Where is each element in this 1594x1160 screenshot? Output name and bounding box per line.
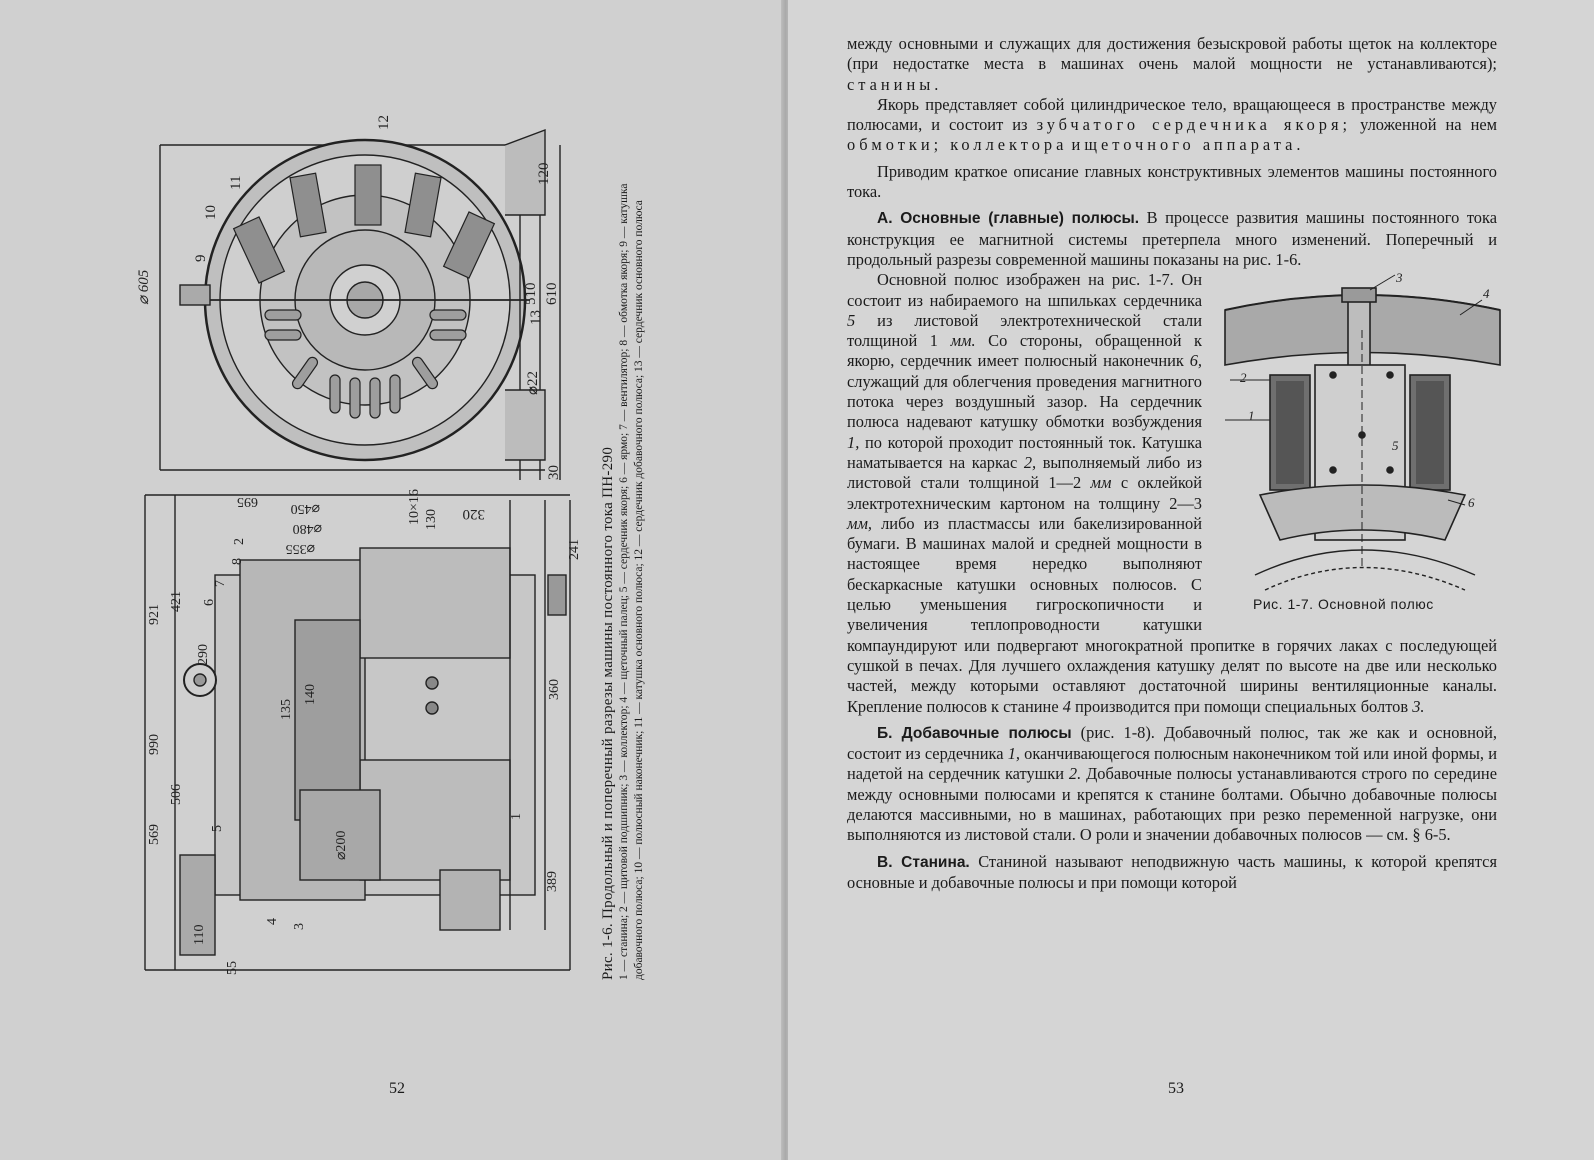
svg-text:569: 569 (147, 824, 162, 845)
svg-text:⌀450: ⌀450 (290, 501, 320, 516)
svg-text:⌀22: ⌀22 (525, 370, 541, 395)
svg-text:12: 12 (376, 115, 392, 130)
a2-f: выполняемый либо из листовой стали толщиной 1—2 (847, 452, 1202, 493)
p2-c: и (1071, 135, 1081, 155)
a2-c: Со стороны, обращенной к якорю, сердечник имеет полюсный наконечник (847, 331, 1203, 371)
a2-mm: мм. (950, 331, 976, 351)
svg-text:11: 11 (228, 175, 244, 190)
svg-text:290: 290 (196, 644, 211, 665)
a2-mm2: мм (1090, 473, 1112, 493)
figure-1-6-caption (600, 120, 647, 980)
b-n2: 2. (1068, 764, 1082, 784)
b-c: Добавочные полюсы устанавливаются строго по середине между основными полюсами и крепятся к станине болтами. Обычно добавочные полюсы делаются массивными, но в машинах, работающих при резко переменной нагрузке, они выполняются из листовой стали. О роли и значении добавочных полюсов — см. § 6-5. (847, 764, 1497, 845)
b-n1: 1, (1007, 744, 1020, 764)
p2-s1: зубчатого сердечника якоря; (1036, 115, 1352, 135)
left-page (0, 0, 783, 1160)
svg-text:13: 13 (528, 310, 544, 325)
p2-b: уложенной на нем (1360, 115, 1497, 135)
a2-n4: 4 (1062, 696, 1071, 716)
svg-text:110: 110 (192, 924, 207, 945)
svg-text:5: 5 (1392, 438, 1399, 453)
svg-text:510: 510 (523, 282, 539, 305)
svg-text:⌀480: ⌀480 (292, 521, 322, 536)
svg-text:9: 9 (193, 254, 209, 262)
a2-e: по которой проходит постоянный ток. Катушка наматывается на каркас (847, 432, 1202, 472)
svg-text:130: 130 (424, 509, 439, 530)
figure-1-6-drawing (0, 0, 783, 1160)
a2-d: служащий для облегчения проведения магнитного потока через воздушный зазор. На сердечник полюса надевают катушку обмотки возбуждения (847, 371, 1202, 432)
svg-text:2: 2 (232, 538, 247, 545)
figure-1-7-caption: Рис. 1-7. Основной полюс (1253, 596, 1434, 612)
a2-a: Основной полюс изображен на рис. 1-7. Он состоит из набираемого на шпильках сердечника (847, 270, 1202, 310)
section-a-intro (847, 208, 1497, 270)
paragraph-3: Приводим краткое описание главных конструктивных элементов машины постоянного тока. (847, 161, 1497, 202)
svg-text:695: 695 (237, 494, 258, 509)
svg-text:10×16: 10×16 (407, 489, 422, 525)
p2-s3: щеточного аппарата. (1084, 135, 1305, 155)
page-number-left: 52 (389, 1080, 405, 1097)
svg-text:921: 921 (147, 604, 162, 625)
svg-text:990: 990 (147, 734, 162, 755)
svg-text:7: 7 (213, 580, 228, 587)
svg-text:135: 135 (279, 699, 294, 720)
svg-text:389: 389 (545, 871, 560, 892)
b-a: (рис. 1-8). Добавочный полюс, так же как и основной, состоит из сердечника (847, 722, 1497, 764)
svg-text:610: 610 (544, 282, 560, 305)
svg-text:30: 30 (546, 465, 562, 480)
paragraph-1 (847, 34, 1497, 95)
svg-text:360: 360 (547, 679, 562, 700)
a2-i: производится при помощи специальных болтов (1075, 696, 1409, 716)
paragraph-2 (847, 95, 1497, 156)
svg-text:4: 4 (265, 918, 280, 925)
section-b-title: Б. Добавочные полюсы (877, 724, 1072, 742)
p2-a: Якорь представляет собой цилиндрическое тело, вращающееся в пространстве между полюсами, и состоит из (847, 94, 1497, 135)
c-a: Станиной называют неподвижную часть машины, к которой крепятся основные и добавочные полюсы и при помощи которой (847, 851, 1497, 892)
svg-text:1: 1 (1248, 408, 1255, 423)
longitudinal-section-view (145, 495, 570, 970)
svg-text:241: 241 (567, 539, 582, 560)
svg-text:320: 320 (462, 506, 485, 522)
svg-text:55: 55 (225, 961, 240, 975)
cross-section-view (160, 130, 560, 480)
a2-n2: 2, (1023, 452, 1037, 472)
a2-g: с оклейкой электротехническим картоном на толщину 2—3 (847, 473, 1202, 513)
svg-text:1: 1 (509, 813, 524, 820)
a2-mm3: мм, (847, 513, 873, 533)
section-a-p1: В процессе развития машины постоянного тока конструкция ее магнитной системы претерпела много изменений. Поперечный и продольный разрезы современной машины показаны на рис. 1-6. (847, 208, 1497, 269)
svg-text:3: 3 (1396, 270, 1403, 285)
svg-text:⌀ 605: ⌀ 605 (136, 269, 152, 305)
svg-text:5: 5 (210, 825, 225, 832)
svg-text:421: 421 (169, 591, 184, 612)
svg-text:2: 2 (1240, 370, 1247, 385)
a2-n5: 5 (847, 310, 856, 330)
figure-1-7-drawing (1220, 270, 1505, 620)
svg-text:140: 140 (303, 684, 318, 705)
page-number-right: 53 (1168, 1080, 1184, 1097)
svg-text:⌀355: ⌀355 (285, 541, 315, 556)
svg-text:506: 506 (169, 784, 184, 805)
a2-b: из листовой электротехнической стали толщиной 1 (847, 310, 1202, 351)
p2-s2: обмотки; коллектора (847, 135, 1068, 155)
svg-text:4: 4 (1483, 286, 1490, 301)
svg-text:10: 10 (203, 205, 219, 220)
figure-1-6-caption-title: Рис. 1-6. Продольный и поперечный разрезы машины постоянного тока ПН-290 (600, 446, 616, 980)
a2-h: либо из пластмассы или бакелизированной бумаги. В машинах малой и средней мощности в настоящее время нередко выполняют бескаркасные катушки основных полюсов. С целью уменьшения гигроскопичности и увеличения теплопроводности катушки компаундируют или подвергают многократной пропитке в горячих лаках с последующей сушкой в печах. Для лучшего охлаждения катушку делят по высоте на две или несколько частей, между которыми оставляют достаточной ширины вентиляционные каналы. Крепление полюсов к станине (847, 513, 1497, 716)
section-c-title: В. Станина. (877, 853, 970, 871)
svg-text:8: 8 (230, 558, 245, 565)
b-b: оканчивающегося полюсным наконечником той или иной формы, и надетой на сердечник катушки (847, 744, 1497, 784)
paragraph-1-text: между основными и служащих для достижения безыскровой работы щеток на коллекторе (при недостатке места в машинах очень малой мощности не устанавливаются); (847, 34, 1497, 74)
section-a-title: А. Основные (главные) полюсы. (877, 210, 1140, 228)
paragraph-1-spaced: станины. (847, 74, 943, 94)
section-b (847, 723, 1497, 846)
svg-text:120: 120 (536, 162, 552, 185)
svg-text:3: 3 (292, 923, 307, 930)
svg-text:⌀200: ⌀200 (334, 830, 349, 860)
figure-1-6-caption-legend: 1 — станина; 2 — щитовой подшипник; 3 — коллектор; 4 — щеточный палец; 5 — сердечник якоря; 6 — ярмо; 7 — вентилятор; 8 — обмотка якоря; 9 — катушка добавочного полюса; 10 — полюсный наконечник; 11 — катушка основного полюса; 12 — сердечник добавочного полюса; 13 — сердечник основного полюса (618, 183, 645, 980)
section-c (847, 852, 1497, 894)
svg-text:6: 6 (202, 599, 217, 606)
a2-n3: 3. (1412, 696, 1425, 716)
a2-n6: 6, (1189, 351, 1202, 371)
a2-n1: 1, (847, 432, 860, 452)
svg-text:6: 6 (1468, 495, 1475, 510)
